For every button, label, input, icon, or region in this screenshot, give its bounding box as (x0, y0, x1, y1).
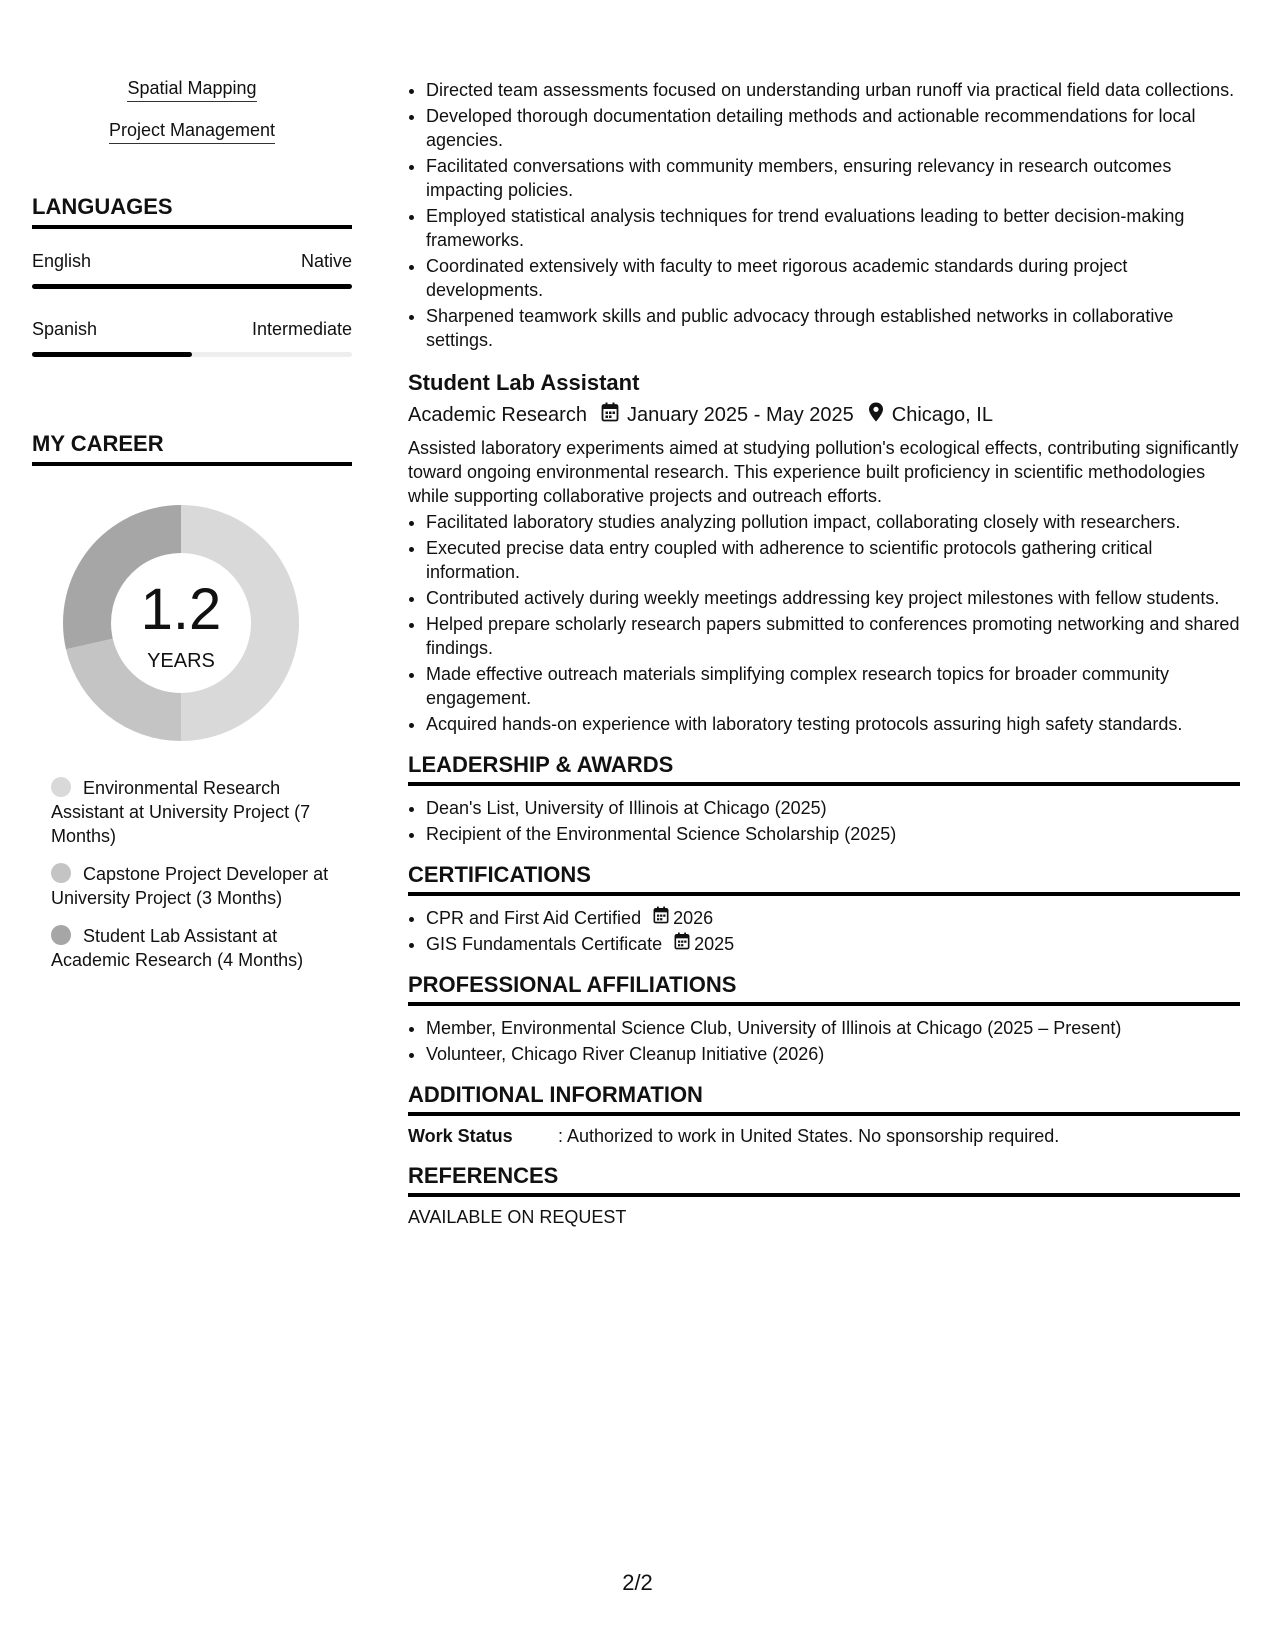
skill-label: Spatial Mapping (127, 78, 256, 102)
list-item: • Coordinated extensively with faculty to meet rigorous academic standards during project developments. (426, 254, 1240, 302)
work-status-row (408, 1126, 1240, 1147)
affiliations-heading: PROFESSIONAL AFFILIATIONS (408, 972, 1240, 1006)
calendar-icon (674, 932, 690, 956)
work-status-value: : Authorized to work in United States. No sponsorship required. (558, 1126, 1060, 1146)
list-item: • Contributed actively during weekly meetings addressing key project milestones with fellow students. (426, 586, 1240, 610)
career-heading: MY CAREER (32, 431, 352, 466)
legend-dot (51, 777, 71, 797)
location-pin-icon (868, 402, 884, 428)
list-item: • Acquired hands-on experience with laboratory testing protocols assuring high safety standards. (426, 712, 1240, 736)
language-bar-fill (32, 284, 352, 289)
previous-job-bullets (408, 78, 1240, 352)
skill-item (32, 78, 352, 102)
skill-item (32, 120, 352, 144)
language-bar (32, 284, 352, 289)
list-item: • Employed statistical analysis techniques for trend evaluations leading to better decision-making frameworks. (426, 204, 1240, 252)
list-item: • Sharpened teamwork skills and public advocacy through established networks in collaborative settings. (426, 304, 1240, 352)
career-donut-chart (56, 498, 306, 748)
list-item: • Facilitated laboratory studies analyzing pollution impact, collaborating closely with researchers. (426, 510, 1240, 534)
job-dates: January 2025 - May 2025 (626, 403, 854, 426)
job-company: Academic Research (408, 403, 587, 426)
affiliations-list (408, 1016, 1240, 1066)
right-column (408, 78, 1240, 1228)
legend-dot (51, 925, 71, 945)
leadership-heading: LEADERSHIP & AWARDS (408, 752, 1240, 786)
list-item: • Directed team assessments focused on understanding urban runoff via practical field data collections. (426, 78, 1240, 102)
language-name: Spanish (32, 319, 98, 339)
list-item: • Dean's List, University of Illinois at Chicago (2025) (426, 796, 1240, 820)
language-spanish (32, 319, 352, 357)
list-item: • Helped prepare scholarly research papers submitted to conferences promoting networking and shared findings. (426, 612, 1240, 660)
list-item: • Volunteer, Chicago River Cleanup Initiative (2026) (426, 1042, 1240, 1066)
certifications-list (408, 906, 1240, 956)
language-level: Intermediate (251, 319, 352, 339)
career-legend (51, 776, 341, 972)
career-total-years: 1.2 (140, 577, 222, 642)
legend-label: Environmental Research Assistant at University Project (7 Months) (51, 778, 311, 846)
job-bullets (408, 510, 1240, 736)
languages-heading: LANGUAGES (32, 194, 352, 229)
references-heading: REFERENCES (408, 1163, 1240, 1197)
cert-name: • GIS Fundamentals Certificate (426, 934, 663, 954)
language-bar (32, 352, 352, 357)
cert-year: 2025 (694, 934, 735, 954)
legend-dot (51, 863, 71, 883)
legend-item (51, 924, 341, 972)
page-number: 2/2 (622, 1570, 653, 1595)
language-english (32, 251, 352, 289)
legend-label: Capstone Project Developer at University Project (3 Months) (51, 864, 329, 908)
calendar-icon (601, 402, 619, 428)
list-item (426, 906, 1240, 930)
legend-item (51, 862, 341, 910)
legend-item (51, 776, 341, 848)
list-item: • Facilitated conversations with community members, ensuring relevancy in research outcomes impacting policies. (426, 154, 1240, 202)
skill-label: Project Management (109, 120, 275, 144)
certifications-heading: CERTIFICATIONS (408, 862, 1240, 896)
job-location: Chicago, IL (891, 403, 993, 426)
language-bar-fill (32, 352, 192, 357)
job-title: Student Lab Assistant (408, 370, 640, 395)
left-column (32, 78, 352, 986)
cert-year: 2026 (673, 908, 714, 928)
donut-center (56, 498, 306, 748)
language-level: Native (300, 251, 352, 271)
list-item: • Developed thorough documentation detailing methods and actionable recommendations for local agencies. (426, 104, 1240, 152)
list-item: • Member, Environmental Science Club, University of Illinois at Chicago (2025 – Present) (426, 1016, 1240, 1040)
cert-name: • CPR and First Aid Certified (426, 908, 642, 928)
career-unit: YEARS (147, 650, 215, 672)
additional-heading: ADDITIONAL INFORMATION (408, 1082, 1240, 1116)
job-description: Assisted laboratory experiments aimed at studying pollution's ecological effects, contributing significantly toward ongoing environmental research. This experience built proficiency in scientific methodologies while supporting collaborative projects and outreach efforts. (408, 438, 1239, 506)
language-name: English (32, 251, 92, 271)
list-item (426, 932, 1240, 956)
calendar-icon (653, 906, 669, 930)
references-text: AVAILABLE ON REQUEST (408, 1207, 627, 1227)
legend-label: Student Lab Assistant at Academic Research (4 Months) (51, 926, 304, 970)
list-item: • Recipient of the Environmental Science Scholarship (2025) (426, 822, 1240, 846)
work-status-label: Work Status (408, 1126, 513, 1146)
list-item: • Made effective outreach materials simplifying complex research topics for broader community engagement. (426, 662, 1240, 710)
leadership-list (408, 796, 1240, 846)
list-item: • Executed precise data entry coupled with adherence to scientific protocols gathering critical information. (426, 536, 1240, 584)
job-meta (408, 402, 1240, 428)
